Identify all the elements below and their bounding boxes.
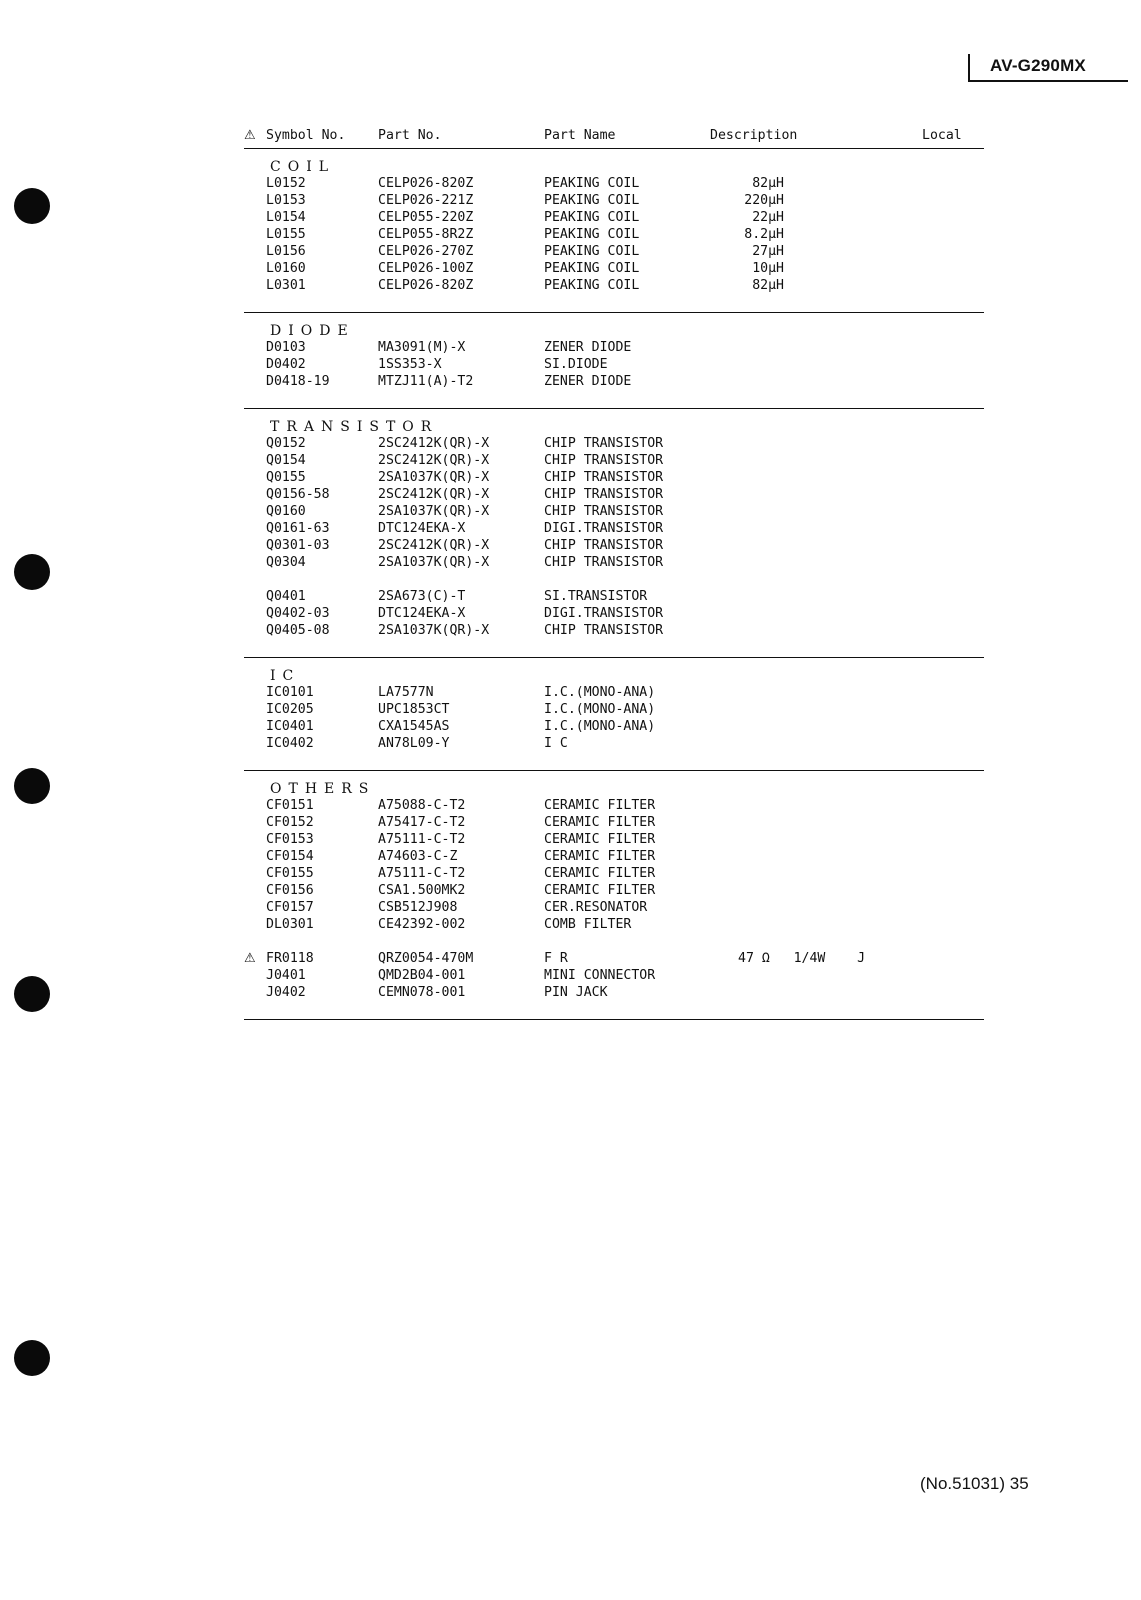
symbol-no: J0401: [266, 968, 306, 983]
part-no: A74603-C-Z: [378, 849, 458, 864]
table-row: [244, 684, 984, 701]
table-row: [244, 831, 984, 848]
part-no: CSA1.500MK2: [378, 883, 466, 898]
description: 47 Ω 1/4W J: [738, 951, 866, 966]
part-no: CELP055-220Z: [378, 210, 474, 225]
symbol-no: J0402: [266, 985, 306, 1000]
part-name: CHIP TRANSISTOR: [544, 470, 664, 485]
table-row: [244, 373, 984, 390]
description: 27μH: [752, 244, 784, 259]
part-name: PEAKING COIL: [544, 176, 640, 191]
table-row: [244, 916, 984, 933]
part-no: 2SA1037K(QR)-X: [378, 555, 490, 570]
part-name: PIN JACK: [544, 985, 608, 1000]
table-header: [244, 128, 984, 148]
symbol-no: Q0152: [266, 436, 306, 451]
table-row: [244, 260, 984, 277]
symbol-no: L0156: [266, 244, 306, 259]
part-no: A75088-C-T2: [378, 798, 466, 813]
symbol-no: Q0301-03: [266, 538, 330, 553]
symbol-no: Q0156-58: [266, 487, 330, 502]
symbol-no: IC0401: [266, 719, 314, 734]
header-local: Local: [922, 128, 962, 143]
symbol-no: FR0118: [266, 951, 314, 966]
table-row: [244, 192, 984, 209]
symbol-no: Q0402-03: [266, 606, 330, 621]
divider: [244, 1019, 984, 1020]
part-name: DIGI.TRANSISTOR: [544, 606, 664, 621]
description: 220μH: [744, 193, 784, 208]
section-diode: [244, 323, 984, 390]
table-row: [244, 339, 984, 356]
model-number: AV-G290MX: [990, 56, 1086, 75]
table-row: [244, 226, 984, 243]
part-no: AN78L09-Y: [378, 736, 450, 751]
part-name: CHIP TRANSISTOR: [544, 436, 664, 451]
symbol-no: IC0205: [266, 702, 314, 717]
part-no: A75417-C-T2: [378, 815, 466, 830]
table-row: [244, 243, 984, 260]
part-name: CERAMIC FILTER: [544, 849, 656, 864]
part-no: 2SA1037K(QR)-X: [378, 504, 490, 519]
symbol-no: Q0155: [266, 470, 306, 485]
part-name: PEAKING COIL: [544, 261, 640, 276]
symbol-no: Q0401: [266, 589, 306, 604]
page-number: (No.51031) 35: [920, 1474, 1029, 1493]
binder-hole: [14, 976, 50, 1012]
part-no: UPC1853CT: [378, 702, 450, 717]
table-row: [244, 984, 984, 1001]
part-name: PEAKING COIL: [544, 210, 640, 225]
part-no: CEMN078-001: [378, 985, 466, 1000]
symbol-no: CF0151: [266, 798, 314, 813]
symbol-no: Q0161-63: [266, 521, 330, 536]
table-row: [244, 486, 984, 503]
part-name: CERAMIC FILTER: [544, 866, 656, 881]
symbol-no: CF0152: [266, 815, 314, 830]
symbol-no: L0155: [266, 227, 306, 242]
part-name: CERAMIC FILTER: [544, 815, 656, 830]
description: 22μH: [752, 210, 784, 225]
part-no: 2SA673(C)-T: [378, 589, 466, 604]
table-row: [244, 175, 984, 192]
part-name: CHIP TRANSISTOR: [544, 538, 664, 553]
description: 82μH: [752, 176, 784, 191]
description: 82μH: [752, 278, 784, 293]
part-no: CELP026-820Z: [378, 176, 474, 191]
parts-list-table: [244, 128, 984, 1020]
section-others: [244, 781, 984, 1001]
table-row: [244, 848, 984, 865]
part-name: DIGI.TRANSISTOR: [544, 521, 664, 536]
part-name: I.C.(MONO-ANA): [544, 719, 656, 734]
part-name: CHIP TRANSISTOR: [544, 555, 664, 570]
part-no: QMD2B04-001: [378, 968, 466, 983]
header-part-no: Part No.: [378, 128, 442, 143]
symbol-no: D0402: [266, 357, 306, 372]
part-name: CERAMIC FILTER: [544, 832, 656, 847]
table-row: [244, 967, 984, 984]
part-no: 2SC2412K(QR)-X: [378, 487, 490, 502]
part-no: 2SC2412K(QR)-X: [378, 538, 490, 553]
symbol-no: L0152: [266, 176, 306, 191]
part-name: COMB FILTER: [544, 917, 632, 932]
symbol-no: CF0157: [266, 900, 314, 915]
part-name: I.C.(MONO-ANA): [544, 685, 656, 700]
description: 8.2μH: [744, 227, 784, 242]
table-row: [244, 503, 984, 520]
binder-hole: [14, 554, 50, 590]
table-row: [244, 554, 984, 571]
table-row: [244, 622, 984, 639]
part-name: PEAKING COIL: [544, 244, 640, 259]
header-part-name: Part Name: [544, 128, 616, 143]
part-no: 2SC2412K(QR)-X: [378, 436, 490, 451]
symbol-no: Q0160: [266, 504, 306, 519]
table-row: [244, 537, 984, 554]
part-name: PEAKING COIL: [544, 193, 640, 208]
table-row: [244, 469, 984, 486]
table-row: [244, 435, 984, 452]
symbol-no: CF0156: [266, 883, 314, 898]
binder-hole: [14, 188, 50, 224]
section-coil: [244, 159, 984, 294]
table-row: [244, 865, 984, 882]
table-row: [244, 356, 984, 373]
binder-hole: [14, 1340, 50, 1376]
table-row: [244, 277, 984, 294]
part-name: F R: [544, 951, 568, 966]
symbol-no: L0153: [266, 193, 306, 208]
part-no: LA7577N: [378, 685, 434, 700]
part-name: I C: [544, 736, 568, 751]
part-name: ZENER DIODE: [544, 340, 632, 355]
section-ic: [244, 668, 984, 752]
warning-icon: ⚠: [244, 951, 256, 966]
symbol-no: CF0153: [266, 832, 314, 847]
table-row: [244, 452, 984, 469]
part-name: CER.RESONATOR: [544, 900, 648, 915]
part-no: DTC124EKA-X: [378, 606, 466, 621]
symbol-no: D0418-19: [266, 374, 330, 389]
symbol-no: IC0402: [266, 736, 314, 751]
section-title: OTHERS: [270, 781, 376, 797]
part-no: CXA1545AS: [378, 719, 450, 734]
table-row: [244, 950, 984, 967]
table-row: [244, 588, 984, 605]
part-no: 1SS353-X: [378, 357, 442, 372]
part-no: CELP026-221Z: [378, 193, 474, 208]
symbol-no: Q0405-08: [266, 623, 330, 638]
table-row: [244, 797, 984, 814]
part-no: CSB512J908: [378, 900, 458, 915]
symbol-no: Q0154: [266, 453, 306, 468]
table-row: [244, 520, 984, 537]
part-name: PEAKING COIL: [544, 278, 640, 293]
part-name: SI.DIODE: [544, 357, 608, 372]
table-row: [244, 209, 984, 226]
table-row: [244, 735, 984, 752]
section-title: TRANSISTOR: [270, 419, 439, 435]
part-name: PEAKING COIL: [544, 227, 640, 242]
part-no: 2SA1037K(QR)-X: [378, 623, 490, 638]
binder-hole: [14, 768, 50, 804]
part-no: MA3091(M)-X: [378, 340, 466, 355]
part-no: QRZ0054-470M: [378, 951, 474, 966]
header-description: Description: [710, 128, 798, 143]
part-name: SI.TRANSISTOR: [544, 589, 648, 604]
symbol-no: L0301: [266, 278, 306, 293]
header-symbol: Symbol No.: [266, 128, 346, 143]
part-no: A75111-C-T2: [378, 832, 466, 847]
symbol-no: L0154: [266, 210, 306, 225]
table-row: [244, 605, 984, 622]
symbol-no: D0103: [266, 340, 306, 355]
description: 10μH: [752, 261, 784, 276]
part-name: CHIP TRANSISTOR: [544, 487, 664, 502]
part-no: 2SC2412K(QR)-X: [378, 453, 490, 468]
part-no: A75111-C-T2: [378, 866, 466, 881]
part-name: CHIP TRANSISTOR: [544, 623, 664, 638]
table-row: [244, 882, 984, 899]
symbol-no: DL0301: [266, 917, 314, 932]
section-transistor: [244, 419, 984, 639]
part-name: MINI CONNECTOR: [544, 968, 656, 983]
warning-icon: ⚠: [244, 128, 256, 143]
part-no: CELP026-270Z: [378, 244, 474, 259]
part-no: CE42392-002: [378, 917, 466, 932]
part-name: CERAMIC FILTER: [544, 798, 656, 813]
part-no: DTC124EKA-X: [378, 521, 466, 536]
part-name: CHIP TRANSISTOR: [544, 453, 664, 468]
symbol-no: Q0304: [266, 555, 306, 570]
part-no: MTZJ11(A)-T2: [378, 374, 474, 389]
model-label-underline: [968, 80, 1128, 82]
part-no: CELP055-8R2Z: [378, 227, 474, 242]
part-name: CERAMIC FILTER: [544, 883, 656, 898]
symbol-no: IC0101: [266, 685, 314, 700]
model-label-box: [968, 54, 1128, 82]
section-title: COIL: [270, 159, 336, 175]
table-row: [244, 899, 984, 916]
symbol-no: CF0154: [266, 849, 314, 864]
table-row: [244, 718, 984, 735]
table-row: [244, 814, 984, 831]
section-title: IC: [270, 668, 301, 684]
table-row: [244, 701, 984, 718]
part-name: I.C.(MONO-ANA): [544, 702, 656, 717]
section-title: DIODE: [270, 323, 355, 339]
part-no: CELP026-100Z: [378, 261, 474, 276]
part-name: CHIP TRANSISTOR: [544, 504, 664, 519]
part-no: 2SA1037K(QR)-X: [378, 470, 490, 485]
part-no: CELP026-820Z: [378, 278, 474, 293]
part-name: ZENER DIODE: [544, 374, 632, 389]
model-label-bar: [968, 54, 970, 80]
symbol-no: CF0155: [266, 866, 314, 881]
symbol-no: L0160: [266, 261, 306, 276]
